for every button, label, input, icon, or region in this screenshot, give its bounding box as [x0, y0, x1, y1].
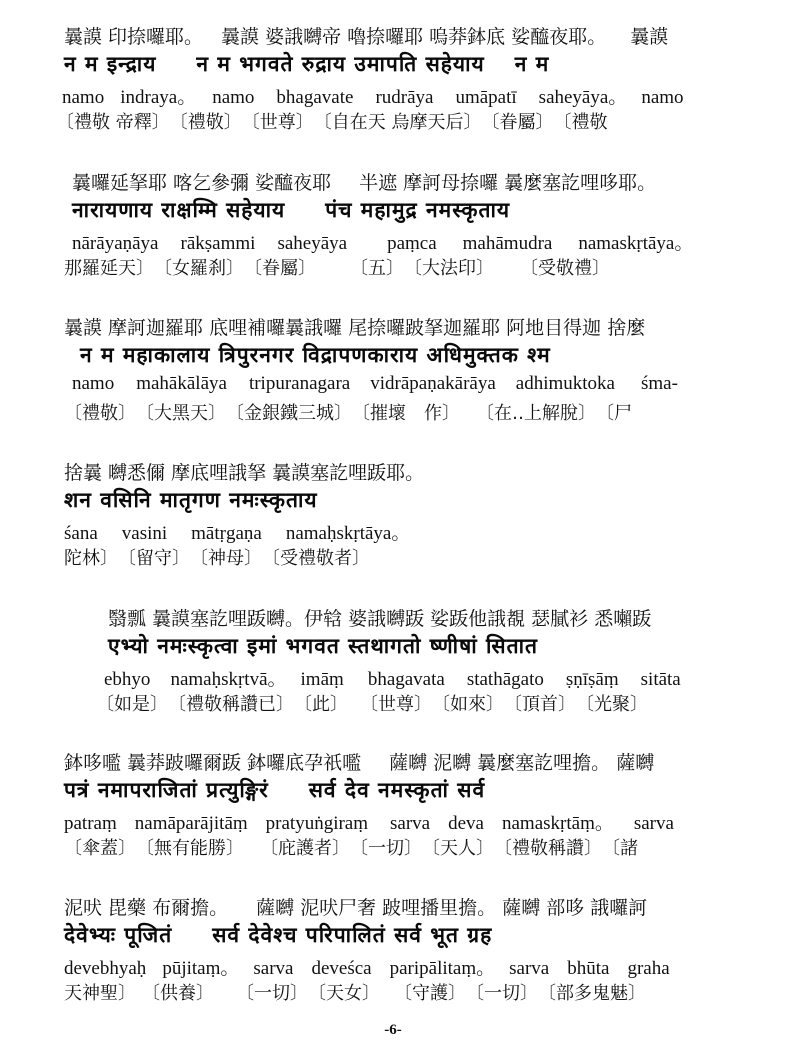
cjk-line [72, 168, 656, 194]
gloss-text: 〔世尊〕 [360, 694, 432, 715]
roman-word: sitāta [640, 669, 681, 690]
siddham-line [64, 50, 549, 78]
gloss-text: 〔光聚〕 [576, 694, 648, 715]
gloss-text: 〔供養〕 [142, 983, 214, 1004]
cjk-line [108, 604, 651, 630]
romanization-line [64, 953, 670, 977]
gloss-text: 〔眷屬〕 [244, 258, 316, 279]
gloss-line [64, 979, 646, 1005]
romanization-line [64, 808, 674, 832]
gloss-text: 〔天人〕 [422, 838, 494, 859]
roman-word: saheyāya。 [538, 87, 628, 108]
roman-word: sarva [253, 958, 294, 979]
gloss-text: 〔頂首〕 [504, 694, 576, 715]
cjk-text: 曩囉延拏耶 喀乞參彌 娑醯夜耶 [72, 172, 332, 194]
gloss-text: 〔自在天 烏摩天后〕 [313, 112, 482, 133]
gloss-text: 〔大法印〕 [404, 258, 494, 279]
roman-word: indraya。 [120, 87, 197, 108]
roman-word: namo [62, 87, 105, 108]
roman-word: sarva [633, 813, 674, 834]
roman-word: namaskṛtāṃ。 [501, 813, 614, 834]
roman-word: vidrāpaṇakārāya [370, 373, 496, 394]
gloss-text: 那羅延天〕 [64, 258, 154, 279]
cjk-line [64, 893, 647, 919]
roman-word: mātṛgaṇa [191, 523, 262, 544]
gloss-text: 〔如是〕 [96, 694, 168, 715]
roman-word: namo [212, 87, 255, 108]
gloss-text: 〔天女〕 [308, 983, 380, 1004]
roman-word: stathāgato [466, 669, 544, 690]
romanization-line [64, 518, 410, 542]
gloss-text: 〔禮敬 帝釋〕 [56, 112, 170, 133]
cjk-text: 捨曩 嚩悉儞 摩底哩誐拏 曩謨塞訖哩䟦耶。 [64, 462, 425, 484]
gloss-line [56, 108, 607, 134]
gloss-text: 〔禮敬稱讚已〕 [168, 694, 294, 715]
roman-word: graha [627, 958, 670, 979]
gloss-text: 〔眷屬〕 [481, 112, 554, 133]
siddham-text: नारायणाय राक्षम्मि सहेयाय [72, 197, 286, 222]
siddham-line [80, 341, 551, 369]
roman-word: bhagavata [367, 669, 445, 690]
roman-word: sarva [390, 813, 431, 834]
roman-word: adhimuktoka [515, 373, 615, 394]
gloss-text: 〔禮敬稱讚〕 [494, 838, 602, 859]
page-number: -6- [384, 1022, 402, 1038]
roman-word: pūjitaṃ。 [162, 958, 240, 979]
gloss-line [64, 834, 638, 860]
cjk-line [64, 313, 645, 339]
gloss-text: 〔尸 [596, 403, 633, 424]
gloss-text: 天神聖〕 [64, 983, 136, 1004]
roman-word: paripālitaṃ。 [389, 958, 496, 979]
roman-word: patraṃ [64, 813, 117, 834]
roman-word: śma- [640, 373, 678, 394]
gloss-text: 〔守護〕 [394, 983, 466, 1004]
cjk-text: 泥吠 毘藥 布爾擔。 [64, 897, 229, 919]
cjk-text: 薩嚩 泥嚩 曩麼塞訖哩擔。 薩嚩 [389, 752, 655, 774]
gloss-line [64, 544, 370, 570]
cjk-line [64, 458, 424, 484]
siddham-text: सर्व देवेश्च परिपालितं सर्व भूत ग्रह [212, 922, 493, 947]
siddham-text: सर्व देव नमस्कृतां सर्व [308, 777, 486, 802]
roman-word: saheyāya [277, 233, 348, 254]
roman-word: rākṣammi [180, 233, 256, 254]
roman-word: rudrāya [375, 87, 434, 108]
siddham-text: पत्रं नमापराजितां प्रत्युङ्गिरं [64, 777, 269, 802]
roman-word: bhūta [567, 958, 610, 979]
siddham-text: एभ्यो नमःस्कृत्वा इमां भगवत स्तथागतो ष्णीषां सितात [108, 633, 539, 658]
roman-word: namaḥskṛtāya。 [285, 523, 411, 544]
cjk-text: 曩謨 印捺囉耶。 [64, 26, 204, 48]
siddham-line [72, 196, 510, 224]
roman-word: namaskṛtāya。 [578, 233, 694, 254]
gloss-text: 〔禮敬〕 [64, 403, 136, 424]
romanization-line [72, 228, 693, 252]
gloss-text: 〔女羅刹〕 [154, 258, 244, 279]
roman-word: śana [64, 523, 98, 544]
roman-word: pratyuṅgiraṃ [265, 813, 369, 834]
gloss-text: 〔神母〕 [190, 548, 262, 569]
roman-word: mahāmudra [462, 233, 553, 254]
siddham-line [64, 921, 492, 949]
roman-word: sarva [509, 958, 550, 979]
gloss-line [64, 399, 632, 425]
gloss-text: 〔無有能勝〕 [136, 838, 244, 859]
romanization-line [104, 664, 681, 688]
roman-word: namo [641, 87, 684, 108]
romanization-line [62, 82, 684, 106]
cjk-line [64, 748, 654, 774]
roman-word: imāṃ [300, 669, 344, 690]
roman-word: vasini [121, 523, 168, 544]
roman-word: paṃca [387, 233, 437, 254]
roman-word: namāparājitāṃ [134, 813, 248, 834]
gloss-text: 〔受敬禮〕 [520, 258, 610, 279]
cjk-text: 翳瓢 曩謨塞訖哩䟦嚩。伊𤚥 婆誐嚩䟦 娑䟦他誐覩 瑟膩衫 悉𡃤䟦 [108, 608, 652, 630]
roman-word: ebhyo [104, 669, 151, 690]
siddham-text: पंच महामुद्र नमस्कृताय [325, 197, 511, 222]
gloss-line [96, 690, 648, 716]
siddham-line [64, 776, 485, 804]
siddham-line [64, 486, 318, 514]
roman-word: ṣṇīṣāṃ [565, 669, 619, 690]
gloss-text: 〔傘蓋〕 [64, 838, 136, 859]
cjk-line [64, 22, 668, 48]
roman-word: namaḥskṛtvā。 [170, 669, 287, 690]
gloss-text: 〔禮敬 [553, 112, 608, 133]
cjk-text: 薩嚩 泥吠尸奢 跛哩播里擔。 薩嚩 部哆 誐囉訶 [256, 897, 648, 919]
cjk-text: 曩謨 婆誐嚩帝 嚕捺囉耶 嗚莽鉢底 娑醯夜耶。 [221, 26, 607, 48]
cjk-text: 曩謨 摩訶迦羅耶 底哩補囉曩誐囉 尾捺囉跛拏迦羅耶 阿地目得迦 捨麼 [64, 317, 646, 339]
gloss-text: 〔一切〕 [466, 983, 538, 1004]
gloss-text: 〔在‥上解脫〕 [476, 403, 597, 424]
gloss-text: 陀林〕 [64, 548, 118, 569]
roman-word: tripuranagara [248, 373, 351, 394]
gloss-text: 〔世尊〕 [241, 112, 314, 133]
siddham-text: न म [514, 51, 550, 76]
gloss-text: 〔金銀鐵三城〕 [226, 403, 352, 424]
gloss-text: 〔摧壞 作〕 [352, 403, 460, 424]
roman-word: deva [448, 813, 484, 834]
gloss-text: 〔庇護者〕 [260, 838, 350, 859]
cjk-text: 半遮 摩訶母捺囉 曩麼塞訖哩哆耶。 [359, 172, 657, 194]
gloss-text: 〔此〕 [294, 694, 348, 715]
gloss-text: 〔部多鬼魅〕 [538, 983, 646, 1004]
gloss-text: 〔禮敬〕 [169, 112, 242, 133]
gloss-text: 〔受禮敬者〕 [262, 548, 370, 569]
gloss-text: 〔如來〕 [432, 694, 504, 715]
gloss-text: 〔一切〕 [350, 838, 422, 859]
roman-word: deveśca [311, 958, 372, 979]
siddham-text: शन वसिनि मातृगण नमःस्कृताय [64, 487, 318, 512]
roman-word: devebhyaḥ [64, 958, 147, 979]
gloss-text: 〔諸 [602, 838, 638, 859]
siddham-text: न म इन्द्राय [64, 51, 157, 76]
siddham-line [108, 632, 538, 660]
siddham-text: न म महाकालाय त्रिपुरनगर विद्रापणकाराय अधिमुक्तक श्म [80, 342, 551, 367]
roman-word: nārāyaṇāya [72, 233, 159, 254]
roman-word: namo [72, 373, 115, 394]
gloss-line [64, 254, 610, 280]
gloss-text: 〔留守〕 [118, 548, 190, 569]
roman-word: bhagavate [276, 87, 354, 108]
siddham-text: देवेभ्यः पूजितं [64, 922, 173, 947]
siddham-text: न म भगवते रुद्राय उमापति सहेयाय [196, 51, 485, 76]
gloss-text: 〔大黑天〕 [136, 403, 226, 424]
cjk-text: 鉢哆嚂 曩莽跛囉爾䟦 鉢囉底孕祇嚂 [64, 752, 362, 774]
roman-word: umāpatī [455, 87, 517, 108]
roman-word: mahākālāya [136, 373, 227, 394]
romanization-line [72, 373, 678, 397]
gloss-text: 〔一切〕 [236, 983, 308, 1004]
cjk-text: 曩謨 [630, 26, 669, 48]
gloss-text: 〔五〕 [350, 258, 404, 279]
